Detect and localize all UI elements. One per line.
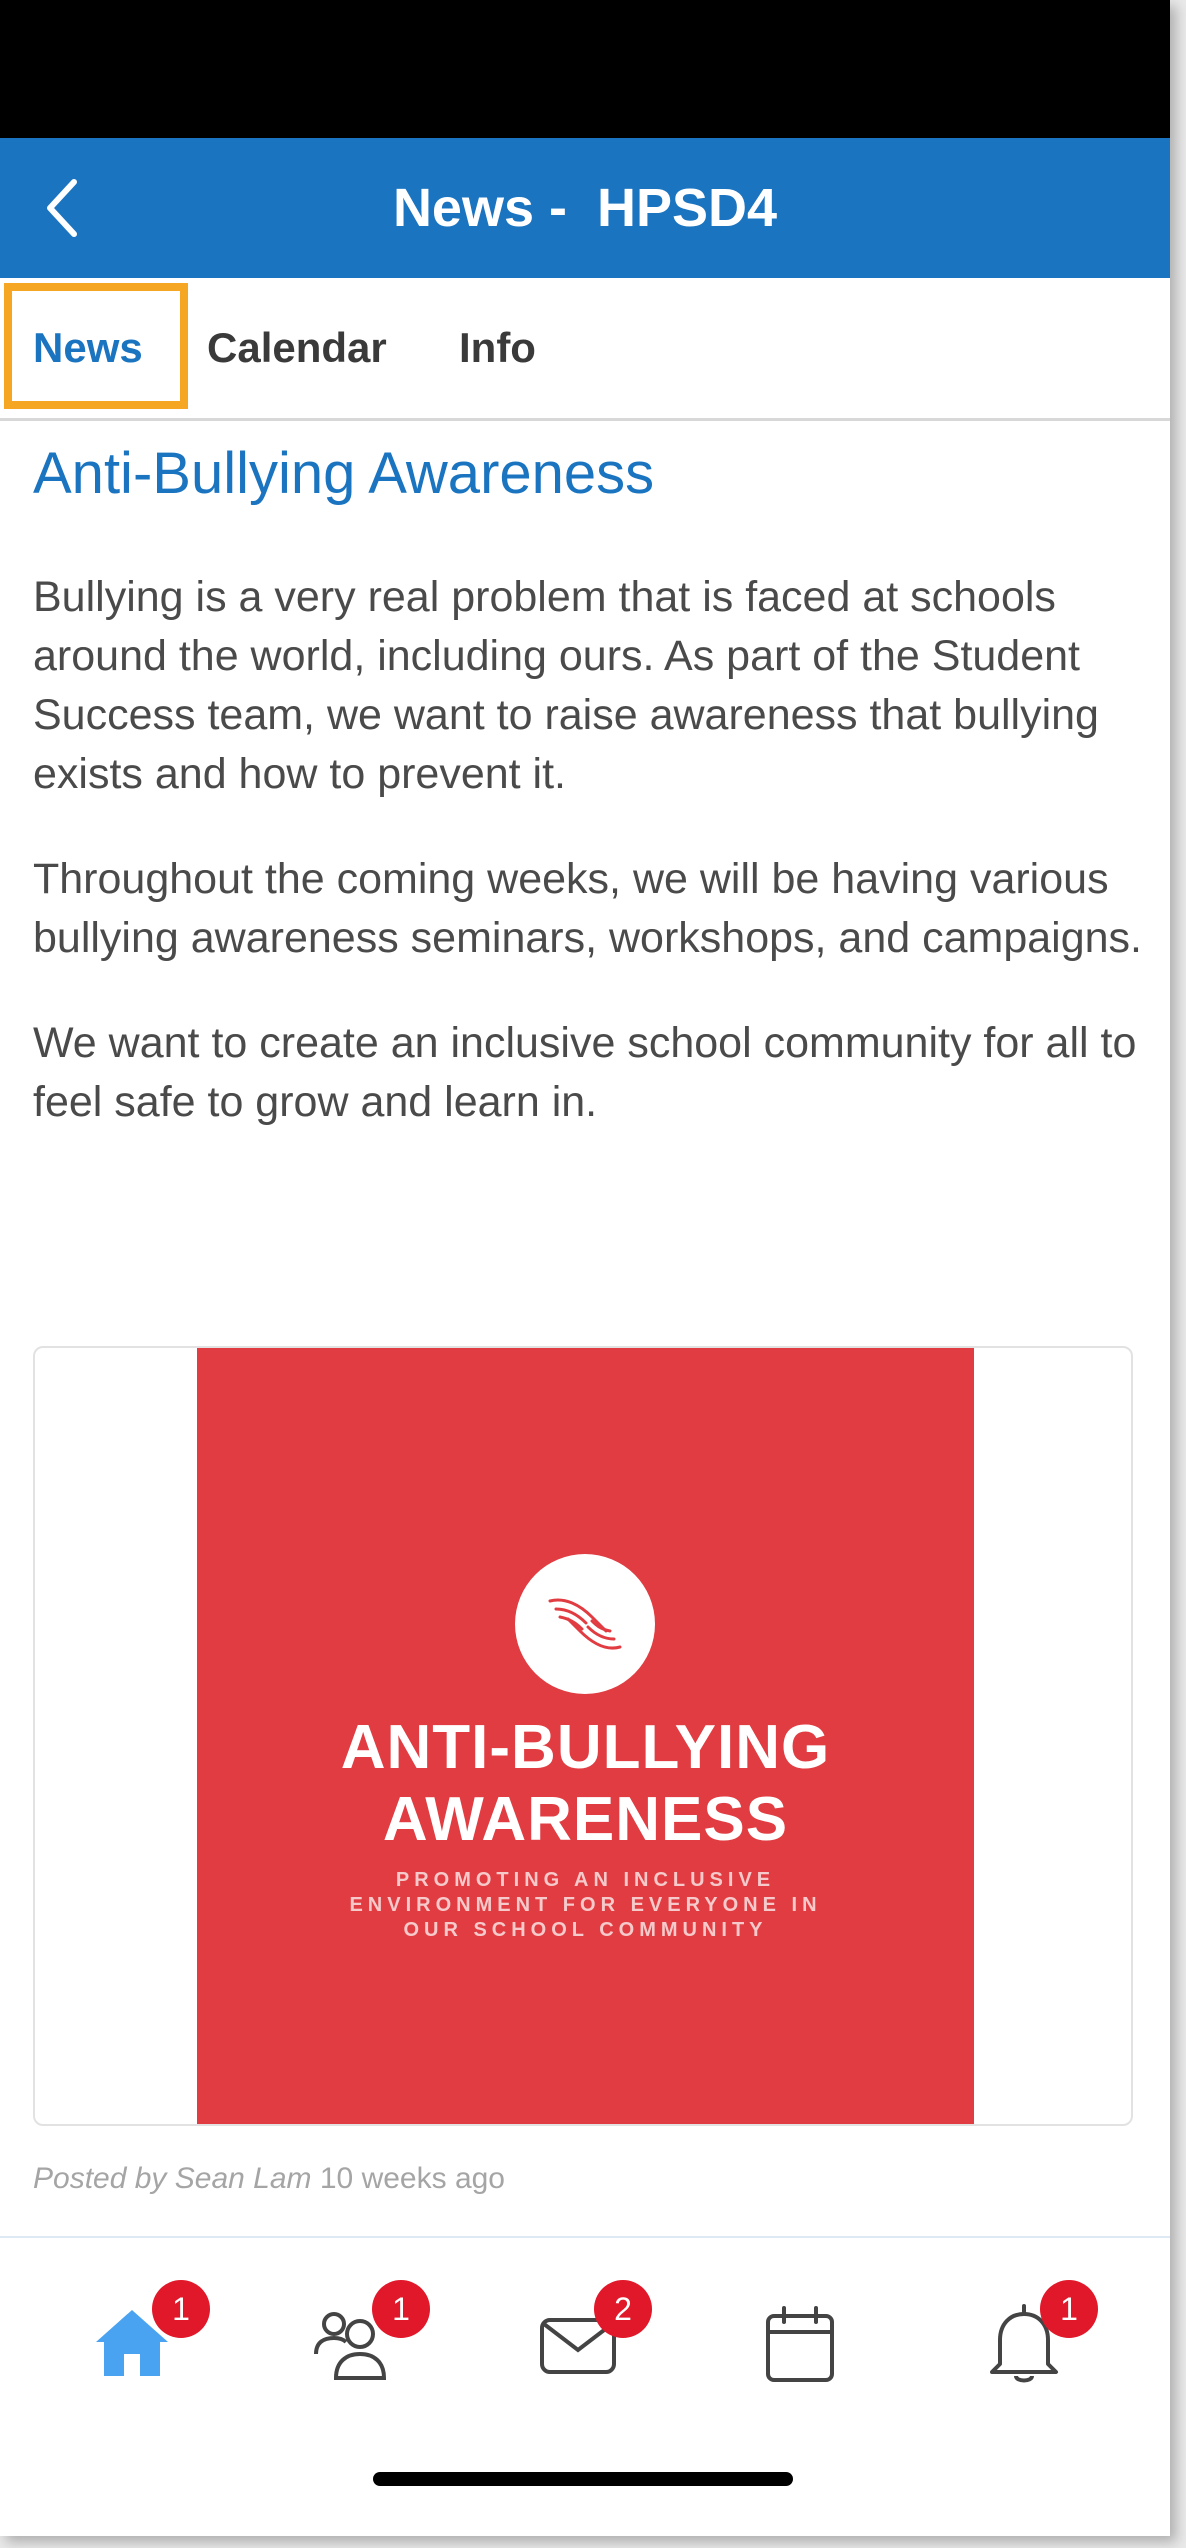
article-paragraph: We want to create an inclusive school community for all to feel safe to grow and learn in.: [33, 1019, 1137, 1126]
poster-title-line: AWARENESS: [382, 1785, 789, 1854]
posted-time: 10 weeks ago: [311, 2162, 505, 2195]
author-name: Sean Lam: [174, 2162, 312, 2195]
post-meta: [33, 2162, 505, 2196]
article-paragraph: Bullying is a very real problem that is faced at schools around the world, including ours. As part of the Student Success team, we want to raise awareness that bullying exists and how to prevent it.: [33, 573, 1099, 798]
posted-by-prefix: Posted by: [33, 2162, 175, 2195]
article-body: [33, 568, 1143, 1178]
notification-badge: 1: [152, 2280, 210, 2338]
helping-hands-icon: [515, 1554, 655, 1694]
poster-subtitle: [197, 1868, 974, 1943]
tab-calendar[interactable]: Calendar: [207, 324, 387, 371]
poster-title: [197, 1712, 974, 1856]
article-paragraph: Throughout the coming weeks, we will be having various bullying awareness seminars, workshops, and campaigns.: [33, 855, 1142, 962]
home-indicator[interactable]: [373, 2472, 793, 2486]
nav-notifications[interactable]: [962, 2278, 1082, 2398]
tab-bar: [0, 278, 1170, 421]
poster-image: [197, 1348, 974, 2124]
nav-groups[interactable]: [290, 2278, 410, 2398]
article-title[interactable]: Anti-Bullying Awareness: [33, 441, 655, 506]
nav-home[interactable]: [70, 2278, 190, 2398]
app-header: [0, 138, 1170, 278]
page-title: News - HPSD4: [392, 178, 778, 238]
notification-badge: 1: [372, 2280, 430, 2338]
tab-info[interactable]: Info: [459, 324, 536, 371]
status-bar: [0, 0, 1170, 138]
poster-title-line: ANTI-BULLYING: [340, 1713, 831, 1782]
bottom-nav: [0, 2236, 1170, 2536]
poster-subtitle-line: ENVIRONMENT FOR EVERYONE IN: [349, 1894, 822, 1916]
article-image-card[interactable]: [33, 1346, 1133, 2126]
notification-badge: 1: [1040, 2280, 1098, 2338]
nav-calendar[interactable]: [738, 2278, 858, 2398]
notification-badge: 2: [594, 2280, 652, 2338]
poster-subtitle-line: OUR SCHOOL COMMUNITY: [403, 1919, 768, 1941]
poster-subtitle-line: PROMOTING AN INCLUSIVE: [395, 1869, 776, 1891]
tab-news[interactable]: News: [33, 324, 143, 371]
nav-messages[interactable]: [514, 2278, 634, 2398]
calendar-icon: [760, 2302, 840, 2386]
